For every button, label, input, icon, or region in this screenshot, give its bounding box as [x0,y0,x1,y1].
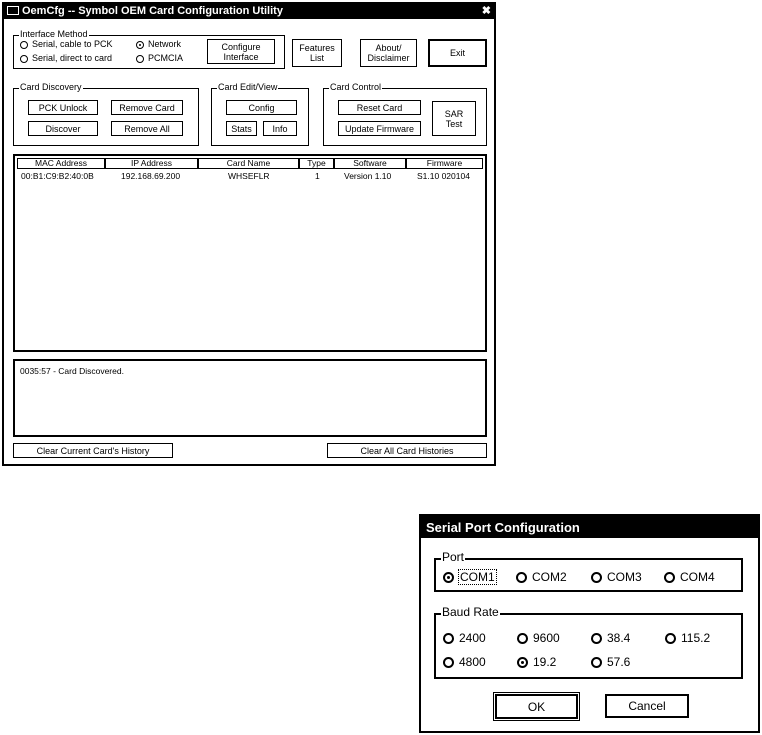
radio-com3[interactable] [591,572,602,583]
main-window [2,2,496,466]
cell-software: Version 1.10 [344,171,392,181]
serial-port-dialog [419,514,760,733]
radio-baud-4800[interactable] [443,657,454,668]
clear-current-history-button[interactable]: Clear Current Card's History [13,443,173,458]
exit-button[interactable]: Exit [428,39,487,67]
radio-baud-57-6[interactable] [591,657,602,668]
log-entry: 0035:57 - Card Discovered. [20,366,124,376]
app-icon [7,6,19,15]
radio-baud-38-4[interactable] [591,633,602,644]
remove-all-button[interactable]: Remove All [111,121,183,136]
config-button[interactable]: Config [226,100,297,115]
radio-baud-115-2[interactable] [665,633,676,644]
cell-type: 1 [315,171,320,181]
label-baud-4800: 4800 [459,655,486,669]
radio-com2[interactable] [516,572,527,583]
label-com1: COM1 [460,570,495,584]
window-title: OemCfg -- Symbol OEM Card Configuration Utility [22,5,283,17]
stats-button[interactable]: Stats [226,121,257,136]
column-header-mac[interactable]: MAC Address [17,158,105,169]
label-network: Network [148,39,182,49]
cell-card-name: WHSEFLR [228,171,270,181]
column-header-type[interactable]: Type [299,158,334,169]
radio-baud-9600[interactable] [517,633,528,644]
label-baud-9600: 9600 [533,631,560,645]
dialog-title: Serial Port Configuration [426,520,580,535]
table-row[interactable] [17,170,483,181]
label-serial-cable: Serial, cable to PCK [32,39,113,49]
label-serial-direct: Serial, direct to card [32,53,113,63]
port-group [434,550,743,592]
column-header-firmware[interactable]: Firmware [406,158,483,169]
card-discovery-group [13,82,199,146]
remove-card-button[interactable]: Remove Card [111,100,183,115]
card-control-title: Card Control [330,82,382,92]
port-title: Port [442,550,465,564]
label-baud-2400: 2400 [459,631,486,645]
close-icon[interactable]: ✖ [481,5,491,17]
column-header-software[interactable]: Software [334,158,406,169]
interface-method-group [13,29,285,69]
reset-card-button[interactable]: Reset Card [338,100,421,115]
info-button[interactable]: Info [263,121,297,136]
label-com3: COM3 [607,570,642,584]
label-baud-38-4: 38.4 [607,631,631,645]
dialog-title-bar[interactable] [421,516,758,538]
configure-interface-button[interactable]: Configure Interface [207,39,275,64]
features-list-button[interactable]: Features List [292,39,342,67]
label-baud-19-2: 19.2 [533,655,557,669]
baud-rate-group [434,605,743,679]
label-baud-57-6: 57.6 [607,655,631,669]
radio-serial-direct[interactable] [20,55,28,63]
card-edit-view-group [211,82,309,146]
ok-button[interactable]: OK [495,694,578,719]
cell-firmware: S1.10 020104 [417,171,470,181]
sar-test-button[interactable]: SAR Test [432,101,476,136]
cell-ip: 192.168.69.200 [121,171,181,181]
card-discovery-title: Card Discovery [20,82,82,92]
about-disclaimer-button[interactable]: About/ Disclaimer [360,39,417,67]
radio-baud-2400[interactable] [443,633,454,644]
baud-rate-title: Baud Rate [442,605,499,619]
radio-serial-cable[interactable] [20,41,28,49]
radio-pcmcia[interactable] [136,55,144,63]
update-firmware-button[interactable]: Update Firmware [338,121,421,136]
history-log[interactable] [13,359,487,437]
discover-button[interactable]: Discover [28,121,98,136]
card-edit-view-title: Card Edit/View [218,82,278,92]
radio-com4[interactable] [664,572,675,583]
column-header-ip[interactable]: IP Address [105,158,198,169]
column-header-card-name[interactable]: Card Name [198,158,299,169]
label-com2: COM2 [532,570,567,584]
main-title-bar[interactable] [4,4,494,19]
clear-all-histories-button[interactable]: Clear All Card Histories [327,443,487,458]
card-table[interactable] [13,154,487,352]
card-control-group [323,82,487,146]
label-baud-115-2: 115.2 [681,631,711,645]
radio-baud-19-2[interactable] [517,657,528,668]
radio-network[interactable] [136,41,144,49]
cell-mac: 00:B1:C9:B2:40:0B [21,171,94,181]
pck-unlock-button[interactable]: PCK Unlock [28,100,98,115]
label-pcmcia: PCMCIA [148,53,184,63]
radio-com1[interactable] [443,572,454,583]
interface-method-title: Interface Method [20,29,88,39]
cancel-button[interactable]: Cancel [605,694,689,718]
label-com4: COM4 [680,570,715,584]
